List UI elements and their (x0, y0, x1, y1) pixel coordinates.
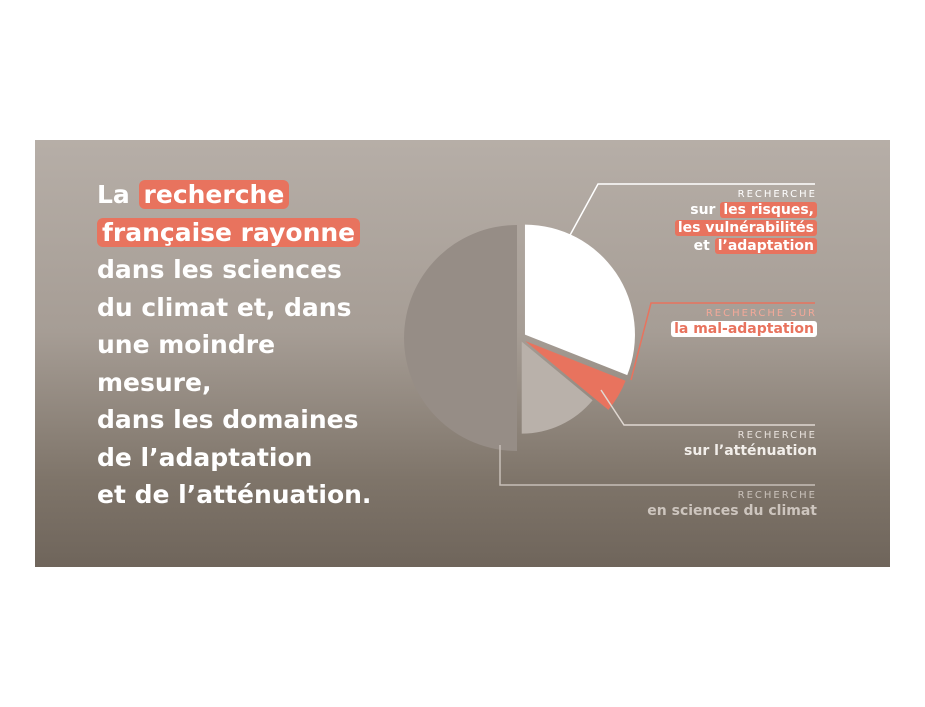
label-mal (671, 307, 817, 338)
headline-highlight-2: française rayonne (97, 218, 360, 247)
label-attenuation-big: sur l’atténuation (684, 443, 817, 459)
label-risques-small: RECHERCHE (737, 189, 817, 200)
label-mal-small: RECHERCHE SUR (705, 308, 817, 319)
pie-slice-climat (404, 225, 517, 451)
label-attenuation-small: RECHERCHE (737, 430, 817, 441)
headline-line-6: mesure, (97, 367, 212, 397)
label-attenuation (684, 429, 817, 460)
headline-line-3: dans les sciences (97, 255, 342, 284)
headline-highlight-1: recherche (139, 180, 290, 209)
headline-line-4: du climat et, dans (97, 292, 352, 322)
label-risques-hl-1: les risques, (720, 202, 817, 218)
label-climat (647, 489, 817, 520)
headline-line-1: La recherche (97, 176, 417, 214)
label-risques-hl-3: l’adaptation (715, 238, 817, 254)
label-climat-big: en sciences du climat (647, 503, 817, 519)
label-climat-small: RECHERCHE (737, 490, 817, 501)
label-risques-hl-2: les vulnérabilités (675, 220, 817, 236)
headline-line-8: de l’adaptation (97, 442, 313, 472)
headline-line-5: une moindre (97, 330, 276, 359)
pie-slices (404, 225, 635, 451)
label-risques: RECHERCHE sur les risques, les vulnérabilités et l’adaptation (675, 188, 817, 255)
infographic-banner (35, 140, 890, 567)
headline-line-9: et de l’atténuation. (97, 480, 372, 509)
leader-line-attenuation (601, 390, 815, 425)
label-mal-hl: la mal-adaptation (671, 321, 817, 337)
headline-line-7: dans les domaines (97, 405, 359, 434)
